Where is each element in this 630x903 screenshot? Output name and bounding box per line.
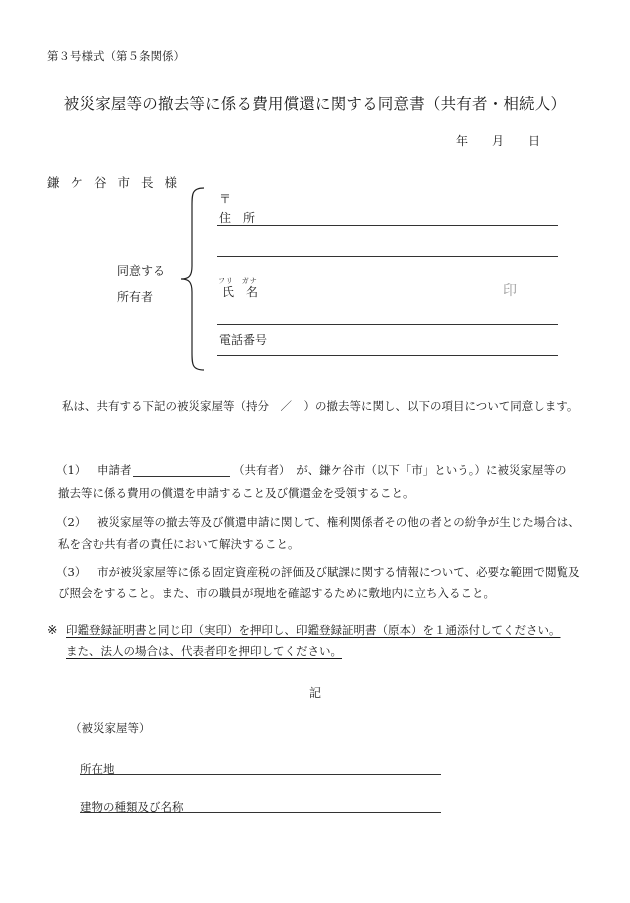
item-2-line-1: 被災家屋等の撤去等及び償還申請に関して、権利関係者その他の者との紛争が生じた場合は、 <box>97 515 580 529</box>
item-3-line-1: 市が被災家屋等に係る固定資産税の評価及び賦課に関する情報について、必要な範囲で閲覧及 <box>97 565 580 579</box>
consenter-label-2: 所有者 <box>117 290 154 304</box>
note-line-1: 印鑑登録証明書と同じ印（実印）を押印し、印鑑登録証明書（原本）を１通添付してください。 <box>66 623 561 637</box>
form-number: 第３号様式（第５条関係） <box>47 49 185 63</box>
ki-heading: 記 <box>308 686 321 700</box>
date-month-label: 月 <box>492 134 505 148</box>
applicant-name-line[interactable] <box>133 476 230 477</box>
item-2-number: （2） <box>56 515 87 529</box>
consent-statement: 私は、共有する下記の被災家屋等（持分 ／ ）の撤去等に関し、以下の項目について同意します。 <box>62 399 579 413</box>
item-1-line-2: 撤去等に係る費用の償還を申請すること及び償還金を受領すること。 <box>58 486 415 500</box>
item-1-line-1: （共有者） が、鎌ケ谷市（以下「市」という。）に被災家屋等の <box>233 463 567 477</box>
consenter-label-1: 同意する <box>117 264 166 278</box>
property-heading: （被災家屋等） <box>70 721 151 735</box>
item-1-number: （1） <box>56 463 87 477</box>
date-day-label: 日 <box>528 134 541 148</box>
name-line[interactable] <box>217 324 558 325</box>
seal-mark: 印 <box>503 283 517 299</box>
address-line-2[interactable] <box>217 256 558 257</box>
address-label: 住 所 <box>219 211 256 225</box>
location-label: 所在地 <box>80 762 115 776</box>
building-label: 建物の種類及び名称 <box>80 800 184 814</box>
item-3-line-2: び照会をすること。また、市の職員が現地を確認するために敷地内に立ち入ること。 <box>58 586 495 600</box>
note-line-2: また、法人の場合は、代表者印を押印してください。 <box>66 644 342 658</box>
item-3-number: （3） <box>56 565 87 579</box>
document-title: 被災家屋等の撤去等に係る費用償還に関する同意書（共有者・相続人） <box>63 95 567 113</box>
building-line[interactable] <box>80 812 441 813</box>
phone-label: 電話番号 <box>219 333 268 347</box>
phone-line[interactable] <box>217 355 558 356</box>
address-line-1[interactable] <box>217 225 558 226</box>
date-year-label: 年 <box>456 134 469 148</box>
note-mark: ※ <box>47 622 58 637</box>
addressee: 鎌ケ谷市長様 <box>47 175 189 190</box>
name-label: 氏 名 <box>222 285 259 299</box>
item-2-line-2: 私を含む共有者の責任において解決すること。 <box>58 537 300 551</box>
item-1-applicant-label: 申請者 <box>97 463 132 477</box>
brace-icon <box>178 186 208 372</box>
name-furigana-label: フリ ガナ <box>218 277 258 285</box>
postal-mark: 〒 <box>219 192 232 206</box>
location-line[interactable] <box>80 774 441 775</box>
